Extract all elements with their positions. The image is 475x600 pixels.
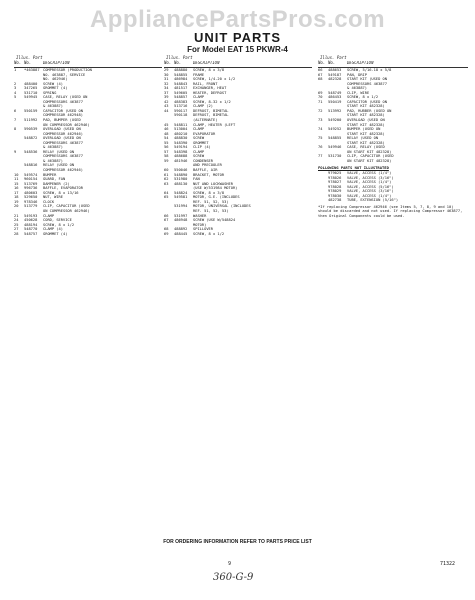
ref-number: 32 [164, 81, 169, 86]
ref-number: 43 [164, 104, 169, 109]
part-number: 480210 [174, 131, 188, 136]
part-description: GROMMET [193, 140, 209, 145]
part-description: BAFFLE, AIR [193, 168, 218, 173]
part-number: 549946 [328, 145, 342, 150]
part-number: 978026 [328, 175, 342, 180]
ref-number: 29 [164, 68, 169, 72]
part-number: 549252 [328, 127, 342, 132]
table-row [318, 159, 468, 164]
part-number: *463887 [24, 68, 40, 72]
ref-number: 9 [14, 149, 17, 154]
part-number: 548811 [174, 122, 188, 127]
ref-number: 28 [14, 231, 19, 236]
part-number: 488445 [174, 231, 188, 236]
page-code: 71322 [440, 561, 456, 567]
ref-number: 63 [164, 181, 169, 186]
part-description: SCREW, 8 x 1/2 [347, 95, 379, 100]
part-description: SCREW [193, 136, 205, 141]
part-description: SCREW (4) [43, 81, 63, 86]
part-description: OVERLOAD (USED ON [43, 136, 81, 141]
part-number: 513769 [24, 181, 38, 186]
part-number: 549194 [174, 145, 188, 150]
part-number: 978030 [328, 193, 342, 198]
ref-number: 66 [164, 213, 169, 218]
ref-number: 58 [164, 154, 169, 159]
ref-number: 7 [14, 118, 17, 123]
ref-number: 45 [164, 122, 169, 127]
part-number: 590118 [174, 113, 188, 118]
part-number: 548390 [174, 140, 188, 145]
part-number: 488383 [174, 99, 188, 104]
part-description: MOTOR) [193, 222, 207, 227]
part-description: BUMPER [43, 172, 57, 177]
part-description: & 463887) [347, 86, 367, 91]
part-description: BRACKET, MOTOR [193, 172, 225, 177]
part-number: 486453 [328, 95, 342, 100]
part-number: 978029 [328, 189, 342, 194]
part-description: AND PRECOOLER [193, 163, 222, 168]
ref-number: 4 [14, 90, 17, 95]
part-number: 531980 [174, 177, 188, 182]
ref-number: 6 [14, 108, 17, 113]
ref-number: 15 [14, 181, 19, 186]
part-description: HEATER, DEFROST [193, 90, 227, 95]
part-number: 513716 [174, 104, 188, 109]
part-number: 550419 [328, 99, 342, 104]
part-description: FRAME [193, 72, 205, 77]
ref-number [318, 159, 328, 164]
part-description: PAN, DRIP [347, 72, 367, 77]
column-header [318, 61, 468, 68]
ref-number: 20 [14, 204, 19, 209]
handwritten-note: 360-G-9 [213, 572, 254, 583]
part-number: 548855 [174, 72, 188, 77]
ref-number: 21 [14, 213, 19, 218]
part-description: ON COMPRESSOR 462946) [43, 122, 90, 127]
part-number: 531730 [328, 154, 342, 159]
part-description: SCREW, 1/4-20 x 1/2 [193, 77, 236, 82]
part-number: 549187 [328, 72, 342, 77]
part-description: CLIP (4) [193, 145, 211, 150]
page-subtitle: For Model EAT 15 PKWR-4 [187, 45, 288, 54]
ref-number: 3 [14, 86, 17, 91]
part-number: 978028 [328, 184, 342, 189]
part-description: CAPACITOR (USED ON [347, 99, 387, 104]
ref-number: 11 [14, 177, 19, 182]
ref-number: 74 [318, 127, 323, 132]
part-description: COMPRESSOR 462946) [43, 131, 83, 136]
ref-number: 34 [164, 86, 169, 91]
header-description: DESCRIPTION [193, 61, 220, 65]
part-number: 480603 [24, 190, 38, 195]
part-number: 531710 [24, 90, 38, 95]
ref-number: 67 [164, 218, 169, 223]
part-description: ON COMPRESSOR 462946) [43, 208, 90, 213]
part-description: SCREW, 8 x 1/2 [193, 231, 225, 236]
part-description: DEFROST, BIMETAL [193, 108, 229, 113]
part-description: VALVE, ACCESS (1/4") [347, 180, 392, 185]
ref-number: 68 [318, 77, 323, 82]
column-header [164, 61, 312, 68]
ref-number: 72 [318, 108, 323, 113]
part-number: 511992 [24, 118, 38, 123]
part-description: CORD, SERVICE [43, 218, 72, 223]
ref-number: 44 [164, 108, 169, 113]
ordering-footer: FOR ORDERING INFORMATION REFER TO PARTS PRICE LIST [163, 539, 312, 545]
part-number: 549581 [174, 195, 188, 200]
ref-number: 48 [164, 131, 169, 136]
part-number: 590539 [24, 127, 38, 132]
parts-column-2 [164, 56, 312, 236]
part-number: 488194 [24, 222, 38, 227]
ref-number: 71 [318, 99, 323, 104]
ref-number: 75 [318, 136, 323, 141]
part-description: CLAMP [43, 213, 55, 218]
part-number: 531994 [174, 204, 188, 209]
part-number [328, 159, 347, 164]
part-description: START KIT 482328) [347, 122, 385, 127]
part-number: 549605 [174, 90, 188, 95]
part-description: & 463887) [43, 145, 63, 150]
part-number: 486948 [174, 218, 188, 223]
part-description: EVAPORATOR [193, 131, 216, 136]
part-number: 450628 [24, 218, 38, 223]
header-no: No. [164, 60, 172, 65]
part-description: RELAY (USED ON [43, 163, 75, 168]
part-description: RELAY (USED ON [347, 136, 379, 141]
part-description: NO. 463887, SERVICE [43, 72, 86, 77]
part-number: 978027 [328, 180, 342, 185]
part-description: COMPRESSOR (PRODUCTION [43, 68, 92, 72]
ref-number: 18 [14, 195, 19, 200]
part-number: 548770 [24, 227, 38, 232]
part-description: COMPRESSORS 463877 [43, 154, 83, 159]
part-description: CLAMP [193, 95, 205, 100]
part-number: 488130 [174, 181, 188, 186]
part-number: 548749 [328, 90, 342, 95]
part-description: CONDENSER [193, 158, 213, 163]
part-description: CLAMP [193, 127, 205, 132]
parts-column-1 [14, 56, 162, 236]
part-number: 482328 [328, 77, 342, 82]
part-number: 488653 [328, 68, 342, 72]
part-description: SCREW, 8 x 1/2 [43, 222, 75, 227]
part-description: COMPRESSOR 462946) [43, 168, 83, 173]
part-description: VALVE, ACCESS (3/16") [347, 189, 394, 194]
ref-number: 64 [164, 190, 169, 195]
part-description: GROMMET (4) [43, 231, 68, 236]
part-description: CLAMP, HEATER (LEFT [193, 122, 236, 127]
part-number: 550159 [24, 108, 38, 113]
ref-number: 24 [14, 218, 19, 223]
ref-number: 2 [14, 81, 17, 86]
parts-column-3 [318, 56, 468, 218]
part-number: 549945 [24, 95, 38, 100]
ref-number: 70 [318, 95, 323, 100]
part-description: SPILLOVER [193, 227, 213, 232]
ref-number: 61 [164, 172, 169, 177]
part-description: COMPRESSOR 462948) [43, 113, 83, 118]
ref-number: 42 [164, 99, 169, 104]
part-number: 979025 [328, 171, 342, 176]
ref-number: 60 [164, 168, 169, 173]
ref-number: 30 [164, 72, 169, 77]
part-number: 549200 [328, 118, 342, 123]
part-description: ON START KIT 482328) [347, 149, 392, 154]
part-number: 488688 [174, 154, 188, 159]
part-number: 549193 [24, 213, 38, 218]
part-number: 548843 [174, 81, 188, 86]
ref-number: 57 [164, 149, 169, 154]
part-number: 488892 [174, 227, 188, 232]
part-description: VALVE, ACCESS (1/4") [347, 193, 392, 198]
part-number: 548816 [24, 163, 38, 168]
ref-number: 17 [14, 190, 19, 195]
ref-number: 19 [14, 199, 19, 204]
part-description: GROMMET (4) [43, 86, 68, 91]
table-row [318, 198, 468, 203]
ref-number: 55 [164, 140, 169, 145]
part-description: START KIT 482328) [347, 140, 385, 145]
part-description: COMPRESSORS 463877 [347, 81, 387, 86]
ref-number: 8 [14, 127, 17, 132]
part-description: VALVE, ACCESS (3/16") [347, 175, 394, 180]
part-description: EXCHANGER, HEAT [193, 86, 227, 91]
ref-number: 54 [164, 136, 169, 141]
part-description: START KIT 482328) [347, 131, 385, 136]
not-illustrated-list [318, 171, 468, 203]
part-number: 482738 [328, 198, 342, 203]
part-description: START KIT (USED ON [347, 77, 387, 82]
ref-number: 31 [164, 77, 169, 82]
header-part: No. [24, 60, 32, 65]
part-description: (ALTERNATE) [193, 118, 218, 123]
parts-list [14, 68, 162, 236]
part-description: MOTOR, UNIVERSAL (INCLUDES [193, 204, 251, 209]
ref-number: 1 [14, 68, 17, 72]
header-no: No. [318, 60, 326, 65]
part-description: FAN [193, 177, 200, 182]
part-number: 488880 [174, 68, 188, 72]
ref-number: 77 [318, 154, 323, 159]
part-description: COMPRESSORS 463877 [43, 99, 83, 104]
part-description: PAD, BUMPER (USED [43, 118, 81, 123]
part-number: 531997 [174, 213, 188, 218]
ref-number: 56 [164, 145, 169, 150]
part-description: DAMPENER (2) [43, 181, 70, 186]
ref-number: 67 [318, 72, 323, 77]
part-description: WASHER [193, 213, 207, 218]
part-description: SPRING [43, 90, 57, 95]
part-number: 996736 [24, 186, 38, 191]
ref-number: 68 [164, 227, 169, 232]
ref-number: 59 [164, 158, 169, 163]
header-description: DESCRIPTION [43, 61, 70, 65]
part-description: ON START KIT 482328) [347, 158, 392, 163]
part-description: CLAMP (4) [43, 227, 63, 232]
part-description: SCREW, 8-32 x 1/2 [193, 99, 231, 104]
part-description: VALVE, ACCESS (5/16") [347, 184, 394, 189]
part-description: BUMPER (USED ON [347, 127, 381, 132]
watermark: AppliancePartsPros.com [89, 6, 386, 33]
part-description: CLIP, CAPACITOR (USED [43, 204, 90, 209]
part-number: 513004 [174, 127, 188, 132]
part-description: TUBE, EXTENSION (5/16") [347, 198, 399, 203]
ref-number: 16 [14, 186, 19, 191]
part-description: CASE, RELAY (USED ON [43, 95, 88, 100]
part-description: START KIT 482328) [347, 104, 385, 109]
page-title: UNIT PARTS [193, 30, 282, 45]
part-description: SCREW, 8 x 3/8 [193, 68, 225, 72]
part-description: RAIL, FRONT [193, 81, 218, 86]
header-part: No. [174, 60, 182, 65]
ref-number: 69 [164, 231, 169, 236]
part-number: 590117 [174, 108, 188, 113]
part-description: CLOCK [43, 199, 55, 204]
part-description: REF. 51, 52, 53) [193, 199, 229, 204]
part-number: 481517 [174, 86, 188, 91]
column-header-illus: Illus. Part [16, 55, 43, 60]
part-description: & 463887) [43, 104, 63, 109]
part-description: VALVE, ACCESS (1/4") [347, 171, 392, 176]
ref-number: 69 [318, 90, 323, 95]
table-row [164, 232, 312, 237]
part-number: 529650 [24, 195, 38, 200]
part-description: (USE W/531984 MOTOR) [193, 186, 238, 191]
part-number: 548536 [24, 149, 38, 154]
part-number: 347265 [24, 86, 38, 91]
header-no: No. [14, 60, 22, 65]
part-description: REF. 51, 52, 53) [193, 208, 229, 213]
parts-list [318, 68, 468, 163]
ref-number: 66 [318, 68, 323, 72]
part-number: 481946 [174, 158, 188, 163]
ref-number: 65 [164, 195, 169, 200]
header-description: DESCRIPTION [347, 61, 374, 65]
part-description: CLIP, CAPACITOR (USED [347, 154, 394, 159]
part-description: MOTOR, G.E. (INCLUDES [193, 195, 240, 200]
part-description: DEFROST, BIMETAL [193, 113, 229, 118]
part-number: 488830 [174, 136, 188, 141]
part-description: CASE, RELAY (USED [347, 145, 385, 150]
part-description: OVERLOAD (USED ON [347, 118, 385, 123]
part-description: NUT AND LOCKWASHER [193, 181, 233, 186]
part-number: 513779 [24, 204, 38, 209]
part-description: START KIT 482328) [347, 113, 385, 118]
part-description: NO. 462946) [43, 77, 68, 82]
part-description: SCREW [193, 154, 205, 159]
part-number: 548824 [174, 190, 188, 195]
part-description: SCREW, 5/16-18 x 5/8 [347, 68, 392, 72]
part-number: 486984 [174, 77, 188, 82]
part-description: PAD, RUBBER (USED ON [347, 108, 392, 113]
ref-number: 5 [14, 95, 17, 100]
part-number: 548890 [174, 172, 188, 177]
part-number: 548872 [24, 136, 38, 141]
page-number: 9 [228, 561, 232, 567]
part-description: & 463887) [43, 158, 63, 163]
parts-list [164, 68, 312, 236]
part-description: SCREW, 8 x 3/8 [193, 190, 225, 195]
column-header [14, 61, 162, 68]
not-illustrated-heading: FOLLOWING PARTS NOT ILLUSTRATED [318, 165, 389, 171]
column-header-illus: Illus. Part [320, 55, 347, 60]
part-number: 548757 [24, 231, 38, 236]
ref-number: 76 [318, 145, 323, 150]
compressor-note: *If replacing Compressor 462946 (see Items 5, 7, 8, 9 and 10) should be discarded and not used. If replacing Compressor 463877, then Original Components could be used. [318, 204, 465, 218]
part-number: 978346 [24, 199, 38, 204]
ref-number: 39 [164, 95, 169, 100]
part-description: NUT, WIRE [43, 195, 63, 200]
part-description: CLIP, WIRE [347, 90, 370, 95]
part-description: OVERLOAD (USED ON [43, 127, 81, 132]
part-number: 548857 [174, 95, 188, 100]
part-number: 960154 [24, 177, 38, 182]
part-description: BAFFLE, EVAPORATOR [43, 186, 83, 191]
column-header-illus: Illus. Part [166, 55, 193, 60]
ref-number [318, 198, 328, 203]
table-row [14, 232, 162, 237]
part-description: SCREW (USE W/548824 [193, 218, 236, 223]
header-part: No. [328, 60, 336, 65]
part-number: 549574 [24, 172, 38, 177]
part-description: GUARD, FAN [43, 177, 66, 182]
ref-number: 37 [164, 90, 169, 95]
ref-number: 10 [14, 172, 19, 177]
part-number: 548398 [174, 149, 188, 154]
part-number: 513992 [328, 108, 342, 113]
part-description: CLAMP (2) [193, 104, 213, 109]
part-description: SCREW, 8 x 13/16 [43, 190, 79, 195]
ref-number: 27 [14, 227, 19, 232]
part-description: CAPACITOR (USED ON [43, 108, 83, 113]
ref-number: 62 [164, 177, 169, 182]
part-description: RELAY (USED ON [43, 149, 75, 154]
part-number: 548855 [328, 136, 342, 141]
ref-number: 46 [164, 127, 169, 132]
part-description: CLAMP [193, 149, 205, 154]
ref-number: 25 [14, 222, 19, 227]
part-description: COMPRESSORS 463877 [43, 140, 83, 145]
part-number: 488400 [24, 81, 38, 86]
part-number: 550046 [174, 168, 188, 173]
ref-number: 73 [318, 118, 323, 123]
